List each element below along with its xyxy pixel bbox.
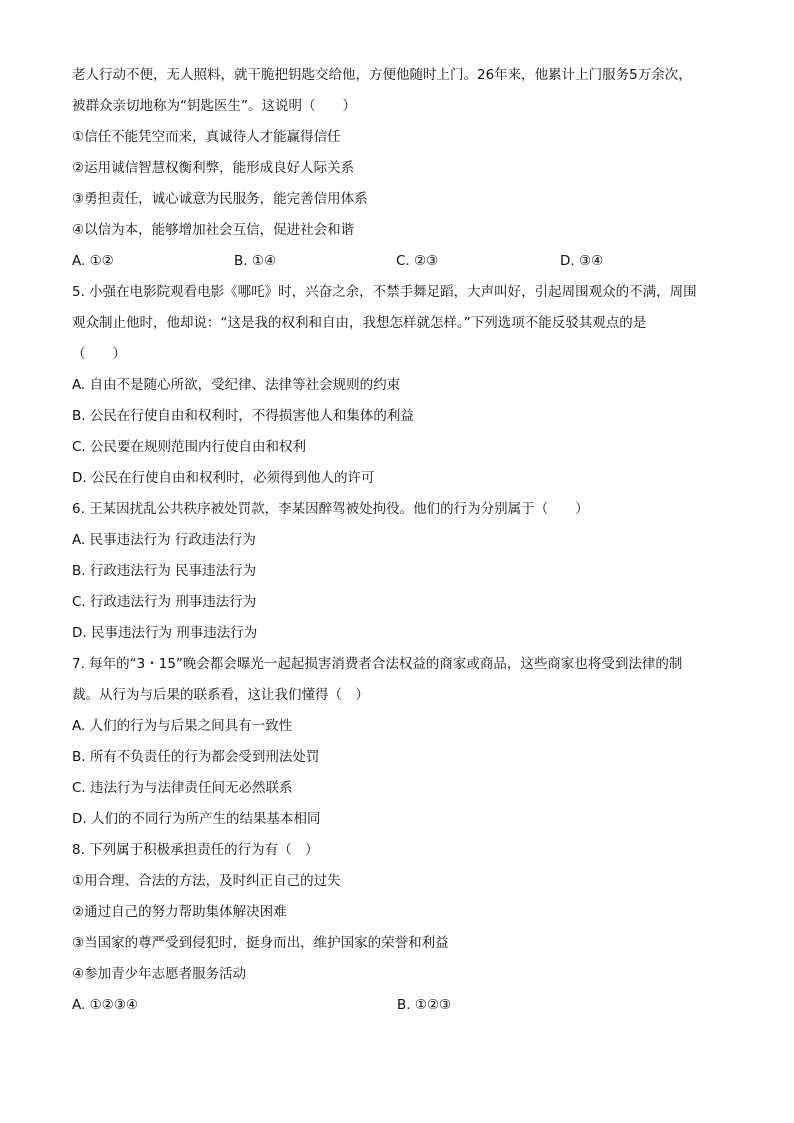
q5-option-d: D. 公民在行使自由和权利时，必须得到他人的许可	[72, 470, 375, 486]
q5-option-b: B. 公民在行使自由和权利时，不得损害他人和集体的利益	[72, 408, 414, 424]
intro-option-b: B. ①④	[234, 253, 277, 269]
q5-line-2: 观众制止他时，他却说：“这是我的权利和自由，我想怎样就怎样。”下列选项不能反驳其观点的是	[72, 315, 647, 331]
q8-statement-4: ④参加青少年志愿者服务活动	[72, 966, 247, 982]
intro-statement-1: ①信任不能凭空而来，真诚待人才能赢得信任	[72, 129, 341, 145]
document-page	[72, 60, 722, 1021]
q6-option-d: D. 民事违法行为 刑事违法行为	[72, 625, 258, 641]
q8-options	[72, 990, 722, 1021]
q6-option-a: A. 民事违法行为 行政违法行为	[72, 532, 256, 548]
q5-line-1: 5. 小强在电影院观看电影《哪吒》时，兴奋之余，不禁手舞足蹈，大声叫好，引起周围观众的不满，周围	[72, 284, 697, 300]
q7-option-d: D. 人们的不同行为所产生的结果基本相同	[72, 811, 321, 827]
q8-statement-1: ①用合理、合法的方法，及时纠正自己的过失	[72, 873, 341, 889]
q6-option-c: C. 行政违法行为 刑事违法行为	[72, 594, 257, 610]
q7-line-1: 7. 每年的“3・15”晚会都会曝光一起起损害消费者合法权益的商家或商品，这些商家也将受到法律的制	[72, 656, 683, 672]
q7-option-a: A. 人们的行为与后果之间具有一致性	[72, 718, 293, 734]
intro-line-2: 被群众亲切地称为“钥匙医生”。这说明（ ）	[72, 98, 356, 114]
intro-options	[72, 246, 722, 277]
q8-statement-2: ②通过自己的努力帮助集体解决困难	[72, 904, 287, 920]
q8-option-a: A. ①②③④	[72, 997, 138, 1013]
q7-option-b: B. 所有不负责任的行为都会受到刑法处罚	[72, 749, 320, 765]
q5-option-a: A. 自由不是随心所欲，受纪律、法律等社会规则的约束	[72, 377, 401, 393]
q5-option-c: C. 公民要在规则范围内行使自由和权利	[72, 439, 307, 455]
intro-statement-4: ④以信为本，能够增加社会互信，促进社会和谐	[72, 222, 355, 238]
q5-line-3: （ ）	[72, 346, 126, 362]
q7-option-c: C. 违法行为与法律责任间无必然联系	[72, 780, 293, 796]
intro-option-a: A. ①②	[72, 253, 114, 269]
q8-line-1: 8. 下列属于积极承担责任的行为有（ ）	[72, 842, 319, 858]
intro-option-d: D. ③④	[560, 253, 604, 269]
intro-option-c: C. ②③	[396, 253, 439, 269]
q7-line-2: 裁。从行为与后果的联系看，这让我们懂得（ ）	[72, 687, 369, 703]
q8-option-b: B. ①②③	[397, 997, 452, 1013]
intro-line-1: 老人行动不便，无人照料，就干脆把钥匙交给他，方便他随时上门。26年来，他累计上门服务5万余次，	[72, 67, 692, 83]
q8-statement-3: ③当国家的尊严受到侵犯时，挺身而出，维护国家的荣誉和利益	[72, 935, 449, 951]
q6-option-b: B. 行政违法行为 民事违法行为	[72, 563, 257, 579]
intro-statement-2: ②运用诚信智慧权衡利弊，能形成良好人际关系	[72, 160, 355, 176]
q6-line-1: 6. 王某因扰乱公共秩序被处罚款，李某因醉驾被处拘役。他们的行为分别属于（ ）	[72, 501, 589, 517]
intro-statement-3: ③勇担责任，诚心诚意为民服务，能完善信用体系	[72, 191, 368, 207]
